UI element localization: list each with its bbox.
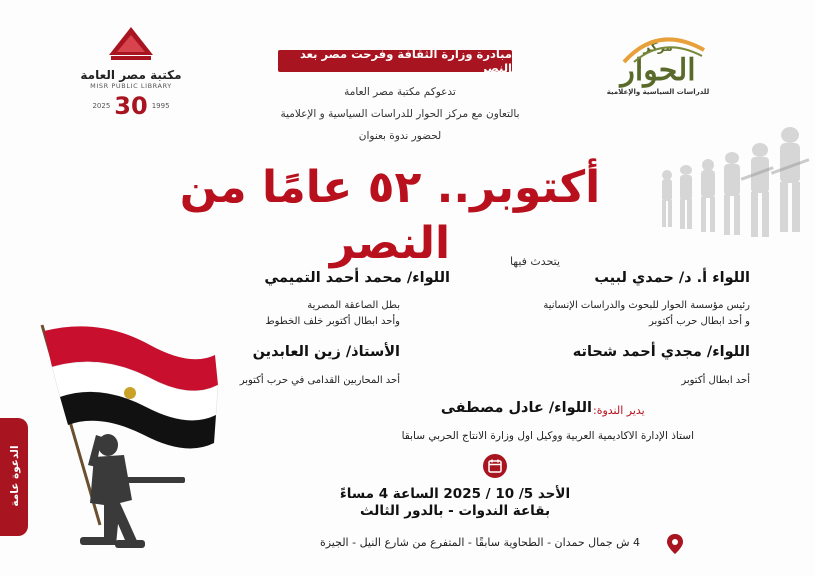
speaker-2-name: اللواء/ محمد أحمد التميمي [264, 270, 450, 286]
invite-line-3: لحضور ندوة بعنوان [358, 130, 442, 142]
speaker-1-desc-line-1: رئيس مؤسسة الحوار للبحوث والدراسات الإنسانية [543, 300, 750, 311]
library-name-ar: مكتبة مصر العامة [80, 68, 182, 82]
moderator-name: اللواء/ عادل مصطفى [440, 400, 592, 416]
anniversary-number: 30 [114, 92, 148, 120]
anniversary-badge [76, 92, 186, 120]
speakers-label: يتحدث فيها [509, 255, 561, 268]
hiwar-line2: الحوار [620, 53, 696, 88]
speaker-3-desc-line-1: أحد ابطال أكتوبر [681, 375, 750, 386]
speaker-4-desc [180, 373, 400, 389]
speaker-4-name: الأستاذ/ زين العابدين [252, 344, 400, 360]
event-address: 4 ش جمال حمدان - الطحاوية سابقًا - المتفرع من شارع النيل - الجيزة [319, 536, 641, 549]
speaker-1-name: اللواء أ. د/ حمدي لبيب [594, 270, 750, 286]
moderator-label: يدير الندوة: [593, 404, 645, 417]
calendar-icon [483, 454, 507, 478]
hiwar-line1: مركز [643, 40, 673, 54]
hiwar-line3: للدراسات السياسية والإعلامية [606, 88, 710, 96]
invite-line-1: تدعوكم مكتبة مصر العامة [344, 86, 456, 98]
laurel-arc-icon [594, 32, 722, 72]
event-venue: بقاعة الندوات - بالدور الثالث [359, 503, 551, 519]
speaker-2-desc [200, 298, 400, 330]
speaker-2-desc-line-2: وأحد ابطال أكتوبر خلف الخطوط [265, 316, 400, 327]
speaker-1-desc-line-2: و أحد ابطال حرب أكتوبر [649, 316, 750, 327]
event-headline: أكتوبر.. ٥٢ عامًا من النصر [179, 162, 601, 269]
library-pyramid-icon [106, 25, 156, 63]
speaker-3-name: اللواء/ مجدي أحمد شحاته [572, 344, 750, 360]
moderator-desc: استاذ الإدارة الاكاديمية العربية ووكيل اول وزارة الانتاج الحربي سابقا [401, 430, 694, 442]
speaker-2-desc-line-1: بطل الصاعقة المصرية [307, 300, 400, 311]
event-datetime-block [290, 486, 620, 520]
location-pin-icon [665, 533, 685, 555]
speaker-4-desc-line-1: أحد المحاربين القدامى في حرب أكتوبر [239, 375, 400, 386]
library-name-en: MISR PUBLIC LIBRARY [90, 82, 172, 90]
library-logo [76, 25, 186, 125]
speaker-1-desc [480, 298, 750, 330]
hiwar-center-logo [594, 34, 722, 120]
invite-line-2: بالتعاون مع مركز الحوار للدراسات السياسية و الإعلامية [280, 108, 520, 120]
speaker-3-desc [490, 373, 750, 389]
initiative-banner: مبادرة وزارة الثقافة وفرحت مصر بعد النصر [278, 50, 512, 72]
year-start: 1995 [151, 102, 170, 110]
year-end: 2025 [92, 102, 111, 110]
soldiers-silhouette-illustration [620, 110, 815, 250]
public-invitation-label: الدعوة عامة [9, 445, 21, 507]
event-datetime: الأحد 5/ 10 / 2025 الساعة 4 مساءً [339, 486, 571, 502]
